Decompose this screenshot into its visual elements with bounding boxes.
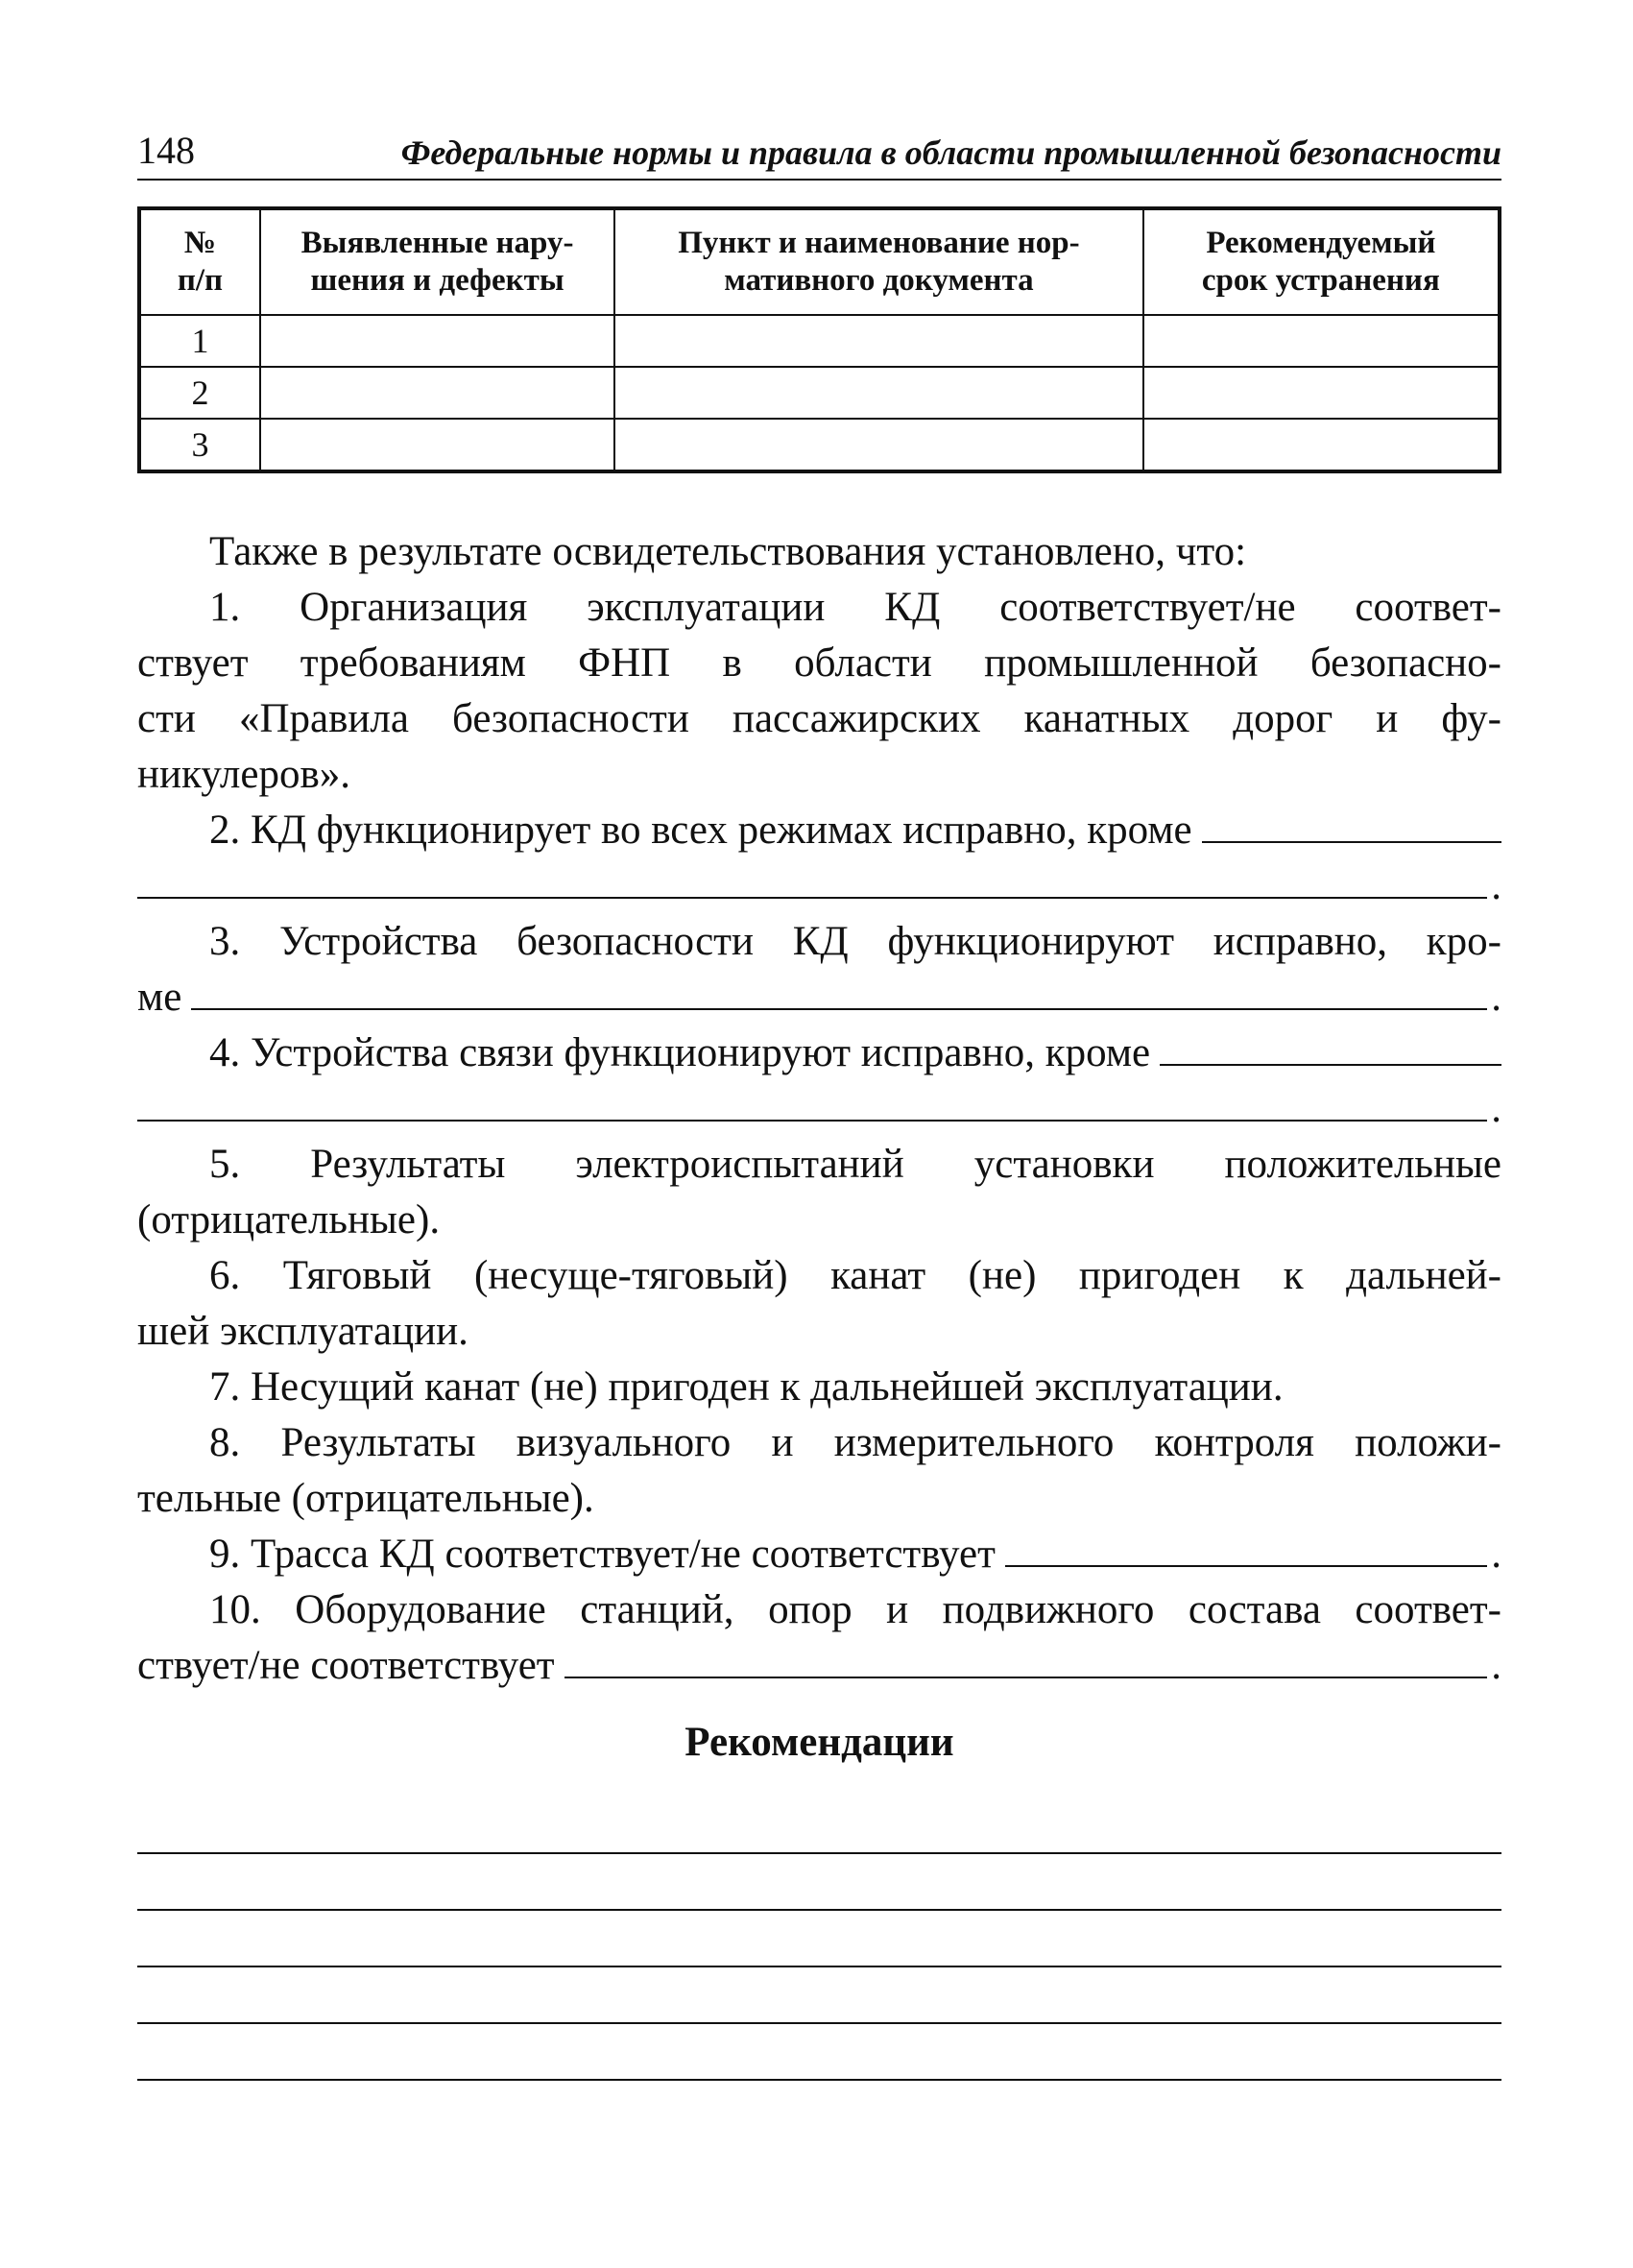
- table-header-row: [139, 208, 1500, 315]
- item-5: 5. Результаты электроиспытаний установки положительные (отрицательные).: [137, 1142, 1501, 1243]
- item-3: 3. Устройства безопасности КД функционируют исправно, кро- ме .: [137, 919, 1501, 1020]
- col-header-deadline: Рекомендуемый срок устранения: [1143, 208, 1500, 315]
- blank-line: [137, 2022, 1501, 2024]
- item-6: 6. Тяговый (несуще-тяговый) канат (не) пригоден к дальней- шей эксплуатации.: [137, 1253, 1501, 1354]
- item-10: 10. Оборудование станций, опор и подвижного состава соответ- ствует/не соответствует .: [137, 1587, 1501, 1688]
- item-1: 1. Организация эксплуатации КД соответствует/не соответ- ствует требованиям ФНП в области промышленной безопасно- сти «Правила безопасности пассажирских канатных дорог и фу- никулеров».: [137, 585, 1501, 797]
- row-number-cell: 3: [139, 419, 260, 471]
- page-number: 148: [137, 129, 195, 172]
- table-row: [139, 315, 1500, 367]
- table-row: [139, 419, 1500, 471]
- blank-line: [1005, 1527, 1487, 1567]
- document-cell: [614, 315, 1142, 367]
- blank-line: [137, 1966, 1501, 1967]
- recommendations-lines: [137, 1852, 1501, 2135]
- page-header: [137, 123, 1501, 181]
- document-cell: [614, 367, 1142, 419]
- item-7: 7. Несущий канат (не) пригоден к дальнейшей эксплуатации.: [209, 1364, 1284, 1410]
- blank-line: [137, 1852, 1501, 1854]
- item-8: 8. Результаты визуального и измерительного контроля положи- тельные (отрицательные).: [137, 1420, 1501, 1521]
- blank-line: [137, 1909, 1501, 1911]
- deadline-cell: [1143, 367, 1500, 419]
- defects-table: [137, 206, 1501, 473]
- defects-cell: [260, 367, 614, 419]
- blank-line: [191, 970, 1487, 1010]
- intro-paragraph: Также в результате освидетельствования установлено, что:: [209, 529, 1247, 574]
- item-4: 4. Устройства связи функционируют исправно, кроме .: [137, 1025, 1501, 1137]
- row-number-cell: 1: [139, 315, 260, 367]
- blank-line: [1160, 1025, 1501, 1066]
- defects-cell: [260, 315, 614, 367]
- row-number-cell: 2: [139, 367, 260, 419]
- blank-line: [137, 2079, 1501, 2081]
- defects-cell: [260, 419, 614, 471]
- blank-line: [564, 1638, 1488, 1678]
- deadline-cell: [1143, 315, 1500, 367]
- col-header-defects: Выявленные нару- шения и дефекты: [260, 208, 614, 315]
- running-title: Федеральные нормы и правила в области промышленной безопасности: [400, 133, 1501, 172]
- blank-line: [137, 1081, 1487, 1122]
- col-header-number: № п/п: [139, 208, 260, 315]
- document-cell: [614, 419, 1142, 471]
- item-9: 9. Трасса КД соответствует/не соответствует .: [137, 1527, 1501, 1582]
- findings-text: [137, 524, 1501, 1694]
- col-header-document: Пункт и наименование нор- мативного документа: [614, 208, 1142, 315]
- blank-line: [137, 858, 1487, 899]
- table-row: [139, 367, 1500, 419]
- recommendations-title: Рекомендации: [684, 1720, 954, 1765]
- blank-line: [1202, 803, 1501, 843]
- item-2: 2. КД функционирует во всех режимах исправно, кроме .: [137, 803, 1501, 914]
- deadline-cell: [1143, 419, 1500, 471]
